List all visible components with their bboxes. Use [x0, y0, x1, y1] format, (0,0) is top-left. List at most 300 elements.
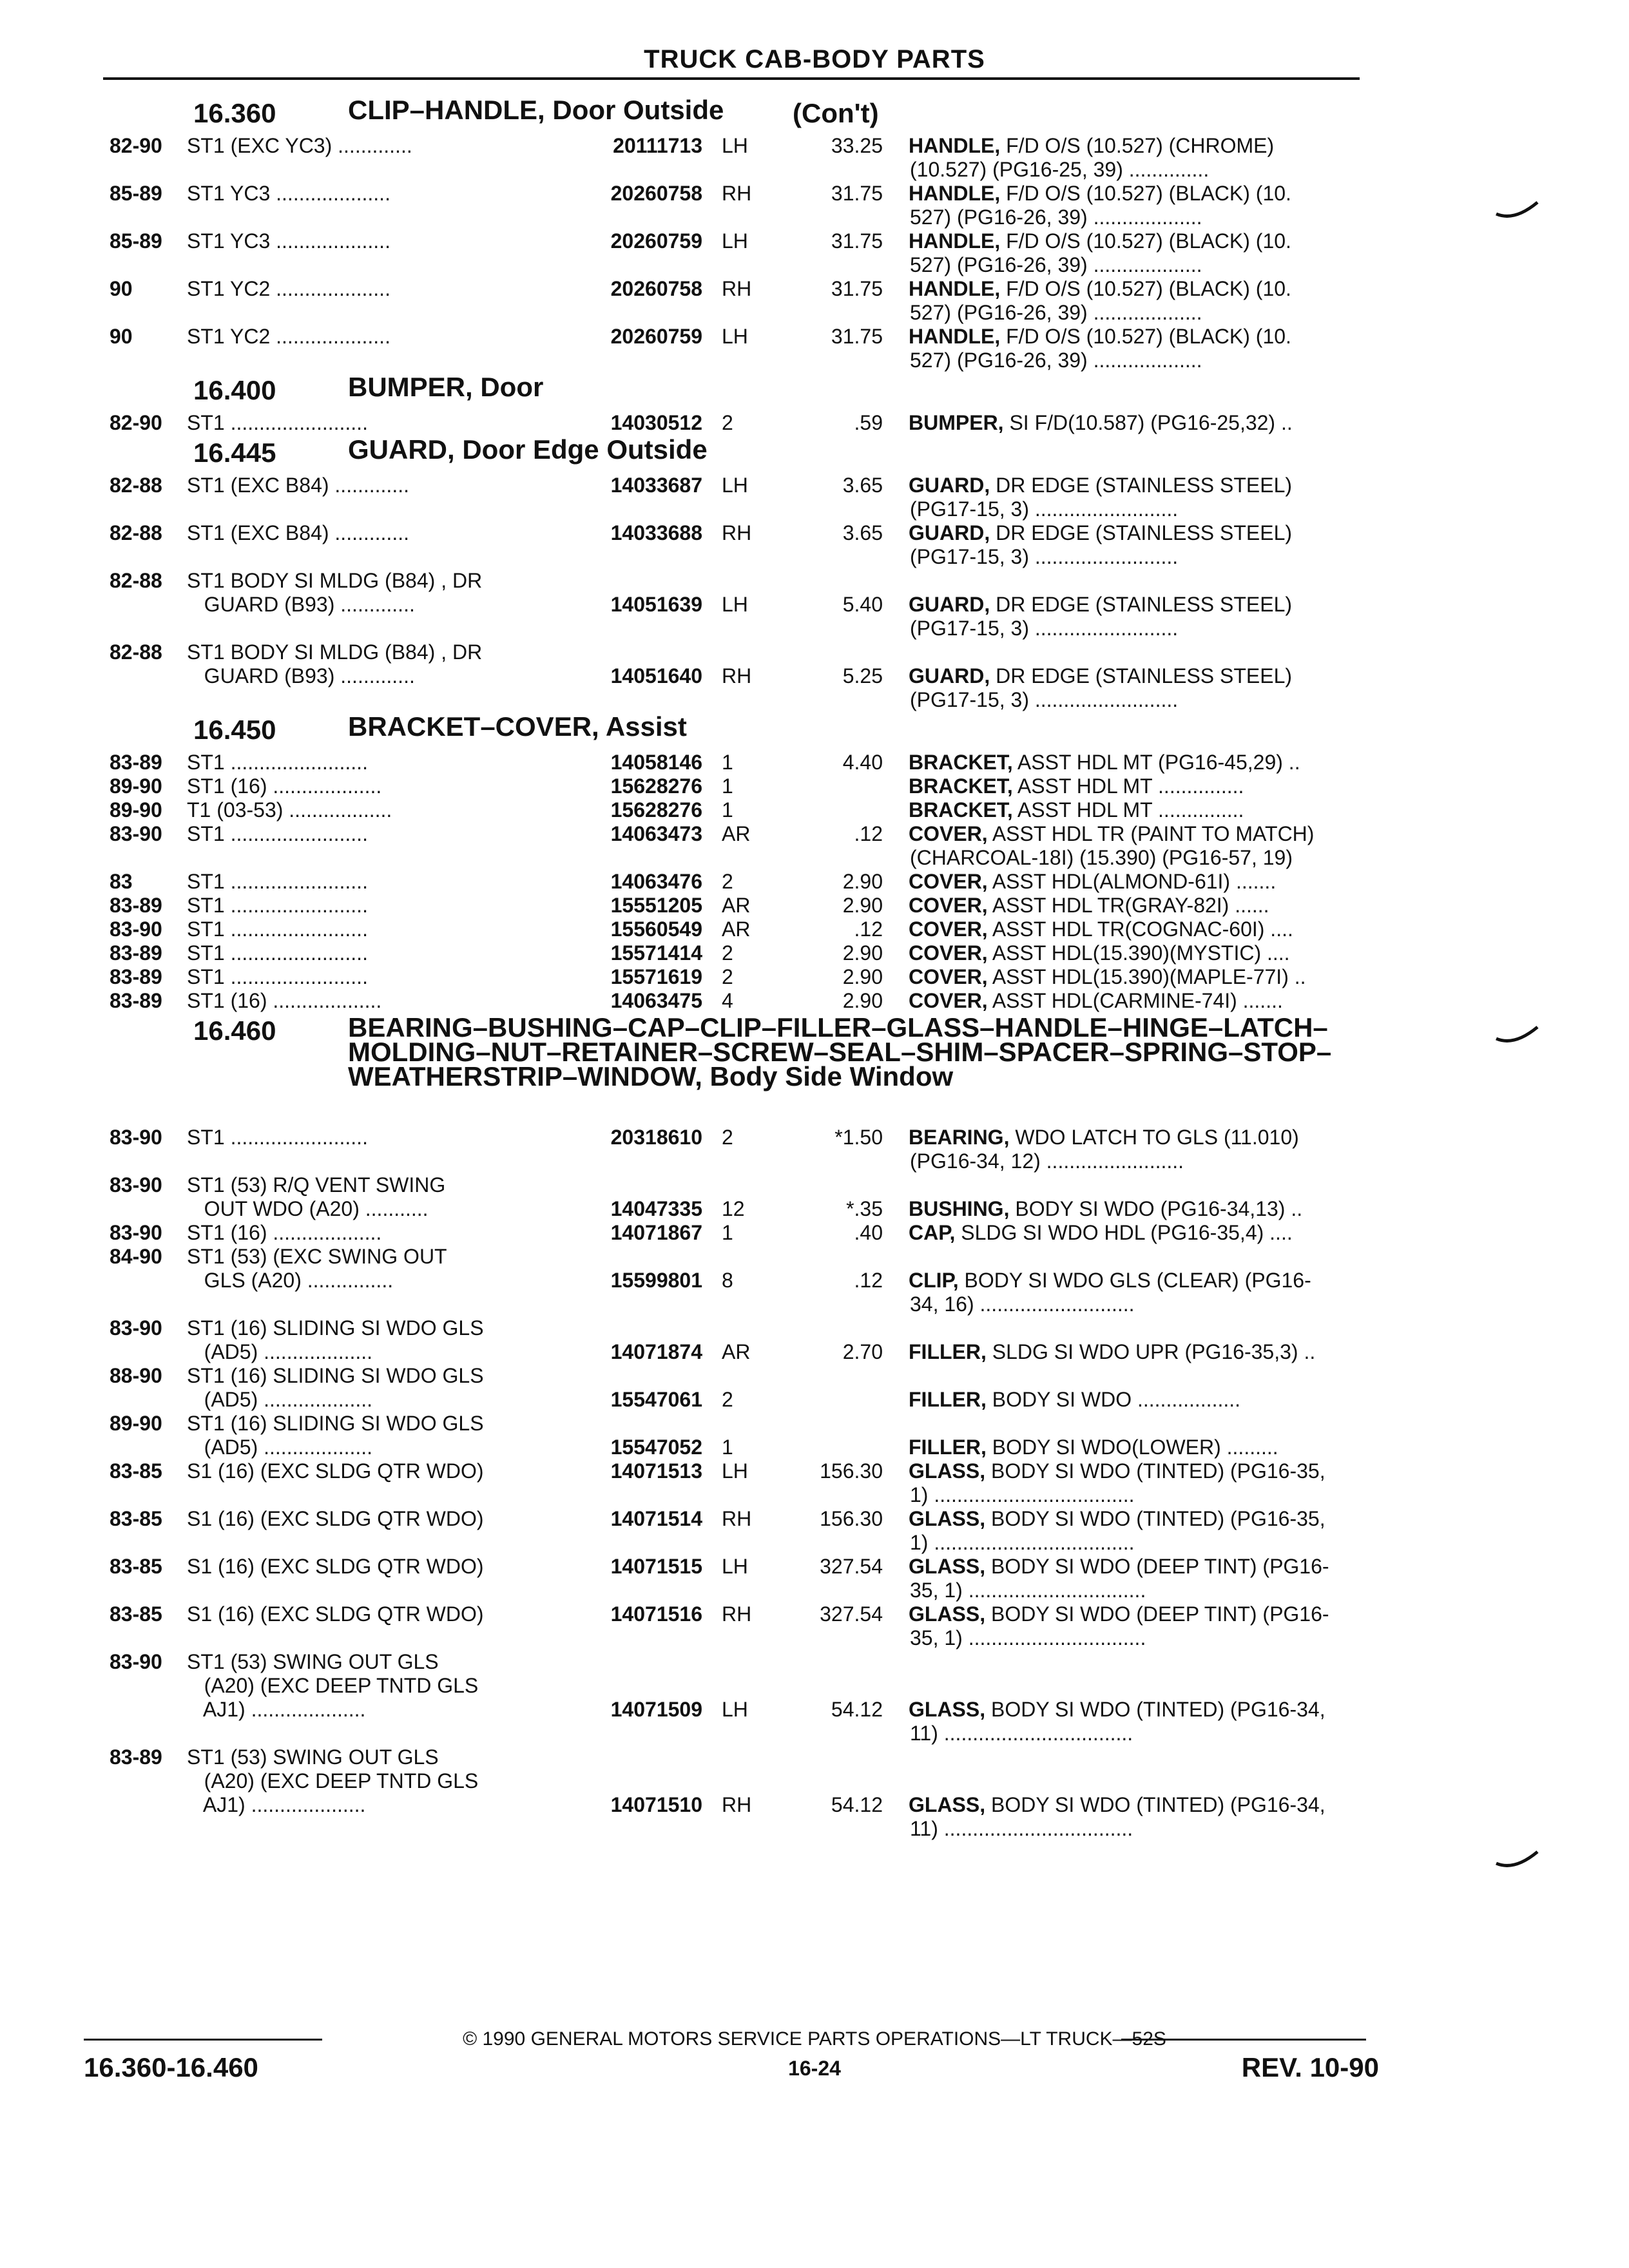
application-line: ST1 YC2 ....................: [187, 325, 390, 348]
description-keyword: BRACKET,: [909, 751, 1013, 774]
model-years: 83-90: [110, 1650, 162, 1673]
application-line: ST1 (16) ...................: [187, 1221, 382, 1244]
description-text: BODY SI WDO (DEEP TINT) (PG16-: [991, 1555, 1329, 1578]
application-line: ST1 (16) ...................: [187, 989, 382, 1012]
description-text: SI F/D(10.587) (PG16-25,32) ..: [1009, 411, 1293, 434]
table-row: [103, 1507, 1360, 1555]
description-line: (PG17-15, 3) .........................: [910, 688, 1179, 711]
model-years: 83-90: [110, 1221, 162, 1244]
table-row: [103, 774, 1360, 798]
description-keyword: GLASS,: [909, 1555, 986, 1578]
description-text: BODY SI WDO GLS (CLEAR) (PG16-: [964, 1269, 1311, 1292]
quantity: 1: [722, 798, 733, 822]
part-number: 14071510: [610, 1793, 702, 1816]
table-row: [103, 1221, 1360, 1245]
description-text: DR EDGE (STAINLESS STEEL): [996, 521, 1293, 544]
description-line: 527) (PG16-26, 39) ...................: [910, 253, 1202, 276]
model-years: 89-90: [110, 1412, 162, 1435]
table-row: [103, 798, 1360, 822]
header-rule: [103, 77, 1360, 80]
description-keyword: GUARD,: [909, 593, 990, 616]
section-number: 16.450: [193, 715, 276, 745]
quantity: 2: [722, 870, 733, 893]
model-years: 83-89: [110, 965, 162, 988]
price: 5.25: [842, 664, 883, 687]
description-text: ASST HDL TR(COGNAC-60I) ....: [992, 918, 1293, 941]
description-keyword: FILLER,: [909, 1340, 987, 1363]
description: [909, 1459, 1360, 1507]
description: [909, 1126, 1360, 1173]
part-number: 20318610: [610, 1126, 702, 1149]
model-years: 83-89: [110, 989, 162, 1012]
application-line: ST1 (16) SLIDING SI WDO GLS: [187, 1316, 484, 1340]
description: [909, 1197, 1360, 1221]
description-keyword: GLASS,: [909, 1459, 986, 1483]
description-line: [909, 751, 1360, 774]
description: [909, 941, 1360, 965]
application-line: T1 (03-53) ..................: [187, 798, 392, 822]
application-line: (AD5) ...................: [187, 1340, 373, 1363]
part-number: 15628276: [610, 798, 702, 822]
section-header: [103, 435, 1360, 474]
part-number: 14071513: [610, 1459, 702, 1483]
description-line: [909, 1126, 1360, 1149]
quantity: 4: [722, 989, 733, 1012]
price: 2.90: [842, 965, 883, 988]
price: 31.75: [831, 325, 883, 348]
price: 2.90: [842, 870, 883, 893]
application-line: ST1 (16) SLIDING SI WDO GLS: [187, 1412, 484, 1435]
quantity: 1: [722, 1436, 733, 1459]
description-keyword: GLASS,: [909, 1793, 986, 1816]
price: 54.12: [831, 1793, 883, 1816]
part-number: 14071509: [610, 1698, 702, 1721]
price: 2.90: [842, 941, 883, 965]
description-keyword: GLASS,: [909, 1602, 986, 1626]
description-keyword: HANDLE,: [909, 277, 1001, 300]
quantity: RH: [722, 664, 752, 687]
model-years: 83-90: [110, 822, 162, 845]
description-line: (PG17-15, 3) .........................: [910, 497, 1179, 521]
description-line: [909, 1507, 1360, 1531]
price: .12: [854, 1269, 883, 1292]
quantity: 1: [722, 1221, 733, 1244]
table-row: [103, 965, 1360, 989]
description-text: BODY SI WDO ..................: [992, 1388, 1241, 1411]
price: 327.54: [820, 1555, 883, 1578]
description: [909, 918, 1360, 941]
description-line: (CHARCOAL-18I) (15.390) (PG16-57, 19): [910, 846, 1293, 869]
description-text: ASST HDL(CARMINE-74I) .......: [992, 989, 1283, 1012]
part-number: 15551205: [610, 894, 702, 917]
quantity: AR: [722, 1340, 751, 1363]
quantity: AR: [722, 822, 751, 845]
description-line: [909, 965, 1360, 989]
description: [909, 1602, 1360, 1650]
application-line: GLS (A20) ...............: [187, 1269, 394, 1292]
description-text: ASST HDL MT ...............: [1017, 798, 1244, 822]
description: [909, 798, 1360, 822]
price: *.35: [846, 1197, 883, 1220]
model-years: 83-90: [110, 1173, 162, 1196]
description-text: ASST HDL(ALMOND-61I) .......: [992, 870, 1277, 893]
description-keyword: COVER,: [909, 941, 988, 965]
parts-list: [103, 95, 1360, 1841]
part-number: 14030512: [610, 411, 702, 434]
part-number: 14051639: [610, 593, 702, 616]
quantity: RH: [722, 182, 752, 205]
quantity: RH: [722, 1507, 752, 1530]
section-title: BUMPER, Door: [348, 372, 544, 402]
application-line: ST1 (16) ...................: [187, 774, 382, 798]
table-row: [103, 751, 1360, 774]
description: [909, 1793, 1360, 1841]
model-years: 83-85: [110, 1507, 162, 1530]
section-title: BEARING–BUSHING–CAP–CLIP–FILLER–GLASS–HANDLE–HINGE–LATCH–MOLDING–NUT–RETAINER–SCREW–SEAL–SHIM–SPACER–SPRING–STOP–WEATHERSTRIP–WINDOW, Body Side Window: [348, 1012, 1332, 1091]
application-line: AJ1) ....................: [187, 1698, 366, 1721]
model-years: 83-90: [110, 1126, 162, 1149]
description-keyword: BRACKET,: [909, 798, 1013, 822]
model-years: 83: [110, 870, 133, 893]
description-text: BODY SI WDO (DEEP TINT) (PG16-: [991, 1602, 1329, 1626]
price: 327.54: [820, 1602, 883, 1626]
description-line: [909, 1555, 1360, 1579]
application-line: ST1 (EXC B84) .............: [187, 521, 409, 544]
table-row: [103, 1745, 1360, 1841]
description-line: [909, 664, 1360, 688]
description-line: 1) ...................................: [910, 1483, 1135, 1506]
description: [909, 411, 1360, 435]
table-row: [103, 1555, 1360, 1602]
table-row: [103, 989, 1360, 1013]
application-line: (A20) (EXC DEEP TNTD GLS: [187, 1674, 479, 1697]
check-mark-icon: [1495, 1024, 1540, 1050]
quantity: AR: [722, 894, 751, 917]
description: [909, 1340, 1360, 1364]
description-keyword: BUSHING,: [909, 1197, 1010, 1220]
description-line: [909, 1388, 1360, 1412]
description-line: (PG17-15, 3) .........................: [910, 545, 1179, 568]
description-text: ASST HDL MT ...............: [1017, 774, 1244, 798]
description-line: [909, 989, 1360, 1013]
price: 156.30: [820, 1459, 883, 1483]
part-number: 20260758: [610, 182, 702, 205]
part-number: 20260759: [610, 229, 702, 253]
application-line: ST1 ........................: [187, 751, 368, 774]
description-keyword: CLIP,: [909, 1269, 959, 1292]
description-line: [909, 894, 1360, 918]
price: 3.65: [842, 474, 883, 497]
part-number: 15571619: [610, 965, 702, 988]
application-line: S1 (16) (EXC SLDG QTR WDO): [187, 1507, 484, 1530]
description-line: [909, 870, 1360, 894]
price: 31.75: [831, 277, 883, 300]
description-line: [909, 325, 1360, 349]
model-years: 89-90: [110, 798, 162, 822]
description-line: [909, 229, 1360, 253]
description: [909, 870, 1360, 894]
description-line: [909, 277, 1360, 301]
description-text: BODY SI WDO(LOWER) .........: [992, 1436, 1278, 1459]
part-number: 14071874: [610, 1340, 702, 1363]
description-line: (PG16-34, 12) ........................: [910, 1149, 1184, 1173]
part-number: 14033687: [610, 474, 702, 497]
description-line: [909, 1340, 1360, 1364]
part-number: 15599801: [610, 1269, 702, 1292]
model-years: 83-89: [110, 941, 162, 965]
table-row: [103, 411, 1360, 435]
price: .59: [854, 411, 883, 434]
application-line: ST1 (53) R/Q VENT SWING: [187, 1173, 446, 1196]
quantity: 1: [722, 751, 733, 774]
description: [909, 1507, 1360, 1555]
description-text: BODY SI WDO (TINTED) (PG16-35,: [991, 1459, 1325, 1483]
price: 2.90: [842, 989, 883, 1012]
application-line: ST1 (EXC YC3) .............: [187, 134, 412, 157]
application-line: ST1 ........................: [187, 965, 368, 988]
application-line: S1 (16) (EXC SLDG QTR WDO): [187, 1459, 484, 1483]
description: [909, 1698, 1360, 1745]
part-number: 14051640: [610, 664, 702, 687]
description-line: [909, 1269, 1360, 1293]
model-years: 82-90: [110, 411, 162, 434]
description-line: 35, 1) ...............................: [910, 1579, 1146, 1602]
table-row: [103, 918, 1360, 941]
model-years: 83-85: [110, 1459, 162, 1483]
model-years: 82-88: [110, 640, 162, 664]
part-number: 15560549: [610, 918, 702, 941]
table-row: [103, 1650, 1360, 1745]
description-keyword: HANDLE,: [909, 325, 1001, 348]
description: [909, 1555, 1360, 1602]
table-row: [103, 640, 1360, 712]
description: [909, 474, 1360, 521]
application-line: ST1 YC3 ....................: [187, 229, 390, 253]
section-header: [103, 372, 1360, 411]
description-text: F/D O/S (10.527) (BLACK) (10.: [1006, 325, 1291, 348]
description-text: DR EDGE (STAINLESS STEEL): [996, 593, 1293, 616]
quantity: 1: [722, 774, 733, 798]
description-line: [909, 1793, 1360, 1817]
quantity: RH: [722, 277, 752, 300]
application-line: ST1 BODY SI MLDG (B84) , DR: [187, 569, 483, 592]
check-mark-icon: [1495, 1849, 1540, 1875]
model-years: 90: [110, 325, 133, 348]
application-line: ST1 ........................: [187, 941, 368, 965]
application-line: GUARD (B93) .............: [187, 664, 415, 687]
model-years: 83-90: [110, 1316, 162, 1340]
description-line: [909, 1221, 1360, 1245]
model-years: 83-89: [110, 894, 162, 917]
section-number: 16.400: [193, 375, 276, 405]
description-line: [909, 474, 1360, 497]
description-text: DR EDGE (STAINLESS STEEL): [996, 474, 1293, 497]
application-line: ST1 ........................: [187, 822, 368, 845]
description-text: F/D O/S (10.527) (BLACK) (10.: [1006, 182, 1291, 205]
price: 54.12: [831, 1698, 883, 1721]
description: [909, 277, 1360, 325]
table-row: [103, 569, 1360, 640]
table-row: [103, 229, 1360, 277]
description-text: SLDG SI WDO UPR (PG16-35,3) ..: [992, 1340, 1316, 1363]
description-line: [909, 134, 1360, 158]
description-line: [909, 941, 1360, 965]
price: 5.40: [842, 593, 883, 616]
quantity: 2: [722, 411, 733, 434]
model-years: 90: [110, 277, 133, 300]
description: [909, 521, 1360, 569]
description-text: F/D O/S (10.527) (BLACK) (10.: [1006, 277, 1291, 300]
application-line: S1 (16) (EXC SLDG QTR WDO): [187, 1555, 484, 1578]
description-line: [909, 1602, 1360, 1626]
section-header: [103, 712, 1360, 751]
table-row: [103, 134, 1360, 182]
model-years: 83-89: [110, 1745, 162, 1769]
part-number: 14058146: [610, 751, 702, 774]
description-keyword: FILLER,: [909, 1436, 987, 1459]
description-line: [909, 593, 1360, 617]
description-line: 11) .................................: [910, 1817, 1133, 1840]
description-keyword: COVER,: [909, 870, 988, 893]
description: [909, 182, 1360, 229]
description-keyword: COVER,: [909, 822, 988, 845]
description: [909, 134, 1360, 182]
part-number: 15547052: [610, 1436, 702, 1459]
price: 4.40: [842, 751, 883, 774]
description-text: BODY SI WDO (TINTED) (PG16-34,: [991, 1793, 1325, 1816]
description-text: DR EDGE (STAINLESS STEEL): [996, 664, 1293, 687]
part-number: 15547061: [610, 1388, 702, 1411]
section-title: GUARD, Door Edge Outside: [348, 434, 708, 465]
description-keyword: BRACKET,: [909, 774, 1013, 798]
model-years: 82-88: [110, 569, 162, 592]
description-line: 34, 16) ...........................: [910, 1293, 1135, 1316]
description-keyword: COVER,: [909, 965, 988, 988]
description-line: 527) (PG16-26, 39) ...................: [910, 301, 1202, 324]
description: [909, 751, 1360, 774]
description-line: 35, 1) ...............................: [910, 1626, 1146, 1649]
description-keyword: GUARD,: [909, 521, 990, 544]
description-keyword: COVER,: [909, 894, 988, 917]
application-line: ST1 ........................: [187, 894, 368, 917]
description-keyword: HANDLE,: [909, 229, 1001, 253]
description-text: SLDG SI WDO HDL (PG16-35,4) ....: [961, 1221, 1293, 1244]
application-line: (AD5) ...................: [187, 1436, 373, 1459]
quantity: 8: [722, 1269, 733, 1292]
description-text: BODY SI WDO (TINTED) (PG16-35,: [991, 1507, 1325, 1530]
part-number: 20260758: [610, 277, 702, 300]
price: .12: [854, 822, 883, 845]
price: 33.25: [831, 134, 883, 157]
quantity: RH: [722, 1602, 752, 1626]
description-line: [909, 1698, 1360, 1722]
model-years: 89-90: [110, 774, 162, 798]
application-line: GUARD (B93) .............: [187, 593, 415, 616]
description-keyword: COVER,: [909, 989, 988, 1012]
description: [909, 1436, 1360, 1459]
quantity: AR: [722, 918, 751, 941]
quantity: 2: [722, 1388, 733, 1411]
model-years: 82-90: [110, 134, 162, 157]
footer-section-range: 16.360-16.460: [84, 2052, 258, 2082]
table-row: [103, 1459, 1360, 1507]
description-text: F/D O/S (10.527) (BLACK) (10.: [1006, 229, 1291, 253]
description-line: [909, 774, 1360, 798]
description-text: F/D O/S (10.527) (CHROME): [1006, 134, 1275, 157]
application-line: ST1 (53) SWING OUT GLS: [187, 1745, 439, 1769]
description-keyword: BUMPER,: [909, 411, 1004, 434]
description: [909, 325, 1360, 372]
description-line: [909, 1459, 1360, 1483]
application-line: ST1 ........................: [187, 1126, 368, 1149]
price: *1.50: [834, 1126, 883, 1149]
price: 156.30: [820, 1507, 883, 1530]
application-line: ST1 (53) (EXC SWING OUT: [187, 1245, 447, 1268]
description-keyword: HANDLE,: [909, 182, 1001, 205]
description-line: 527) (PG16-26, 39) ...................: [910, 349, 1202, 372]
application-line: ST1 (16) SLIDING SI WDO GLS: [187, 1364, 484, 1387]
table-row: [103, 277, 1360, 325]
quantity: LH: [722, 134, 748, 157]
section-number: 16.445: [193, 437, 276, 468]
price: 3.65: [842, 521, 883, 544]
description-line: [909, 918, 1360, 941]
model-years: 82-88: [110, 521, 162, 544]
application-line: ST1 ........................: [187, 411, 368, 434]
part-number: 14047335: [610, 1197, 702, 1220]
table-row: [103, 1126, 1360, 1173]
quantity: LH: [722, 229, 748, 253]
model-years: 83-89: [110, 751, 162, 774]
model-years: 84-90: [110, 1245, 162, 1268]
description: [909, 822, 1360, 870]
description-keyword: GLASS,: [909, 1698, 986, 1721]
table-row: [103, 325, 1360, 372]
page-title: TRUCK CAB-BODY PARTS: [644, 45, 985, 73]
part-number: 14063476: [610, 870, 702, 893]
application-line: ST1 BODY SI MLDG (B84) , DR: [187, 640, 483, 664]
description-line: 1) ...................................: [910, 1531, 1135, 1554]
part-number: 14033688: [610, 521, 702, 544]
description-line: [909, 1197, 1360, 1221]
description-text: BODY SI WDO (PG16-34,13) ..: [1015, 1197, 1303, 1220]
model-years: 83-90: [110, 918, 162, 941]
description-keyword: CAP,: [909, 1221, 956, 1244]
footer-copyright: © 1990 GENERAL MOTORS SERVICE PARTS OPERATIONS—LT TRUCK—52S: [463, 2028, 1166, 2050]
application-line: AJ1) ....................: [187, 1793, 366, 1816]
price: 2.70: [842, 1340, 883, 1363]
description-text: ASST HDL(15.390)(MYSTIC) ....: [992, 941, 1290, 965]
description-line: (10.527) (PG16-25, 39) ..............: [910, 158, 1210, 181]
table-row: [103, 941, 1360, 965]
description-keyword: COVER,: [909, 918, 988, 941]
description-text: ASST HDL(15.390)(MAPLE-77I) ..: [992, 965, 1306, 988]
part-number: 20111713: [613, 134, 702, 157]
table-row: [103, 1602, 1360, 1650]
application-line: ST1 ........................: [187, 870, 368, 893]
application-line: ST1 ........................: [187, 918, 368, 941]
table-row: [103, 521, 1360, 569]
description: [909, 1221, 1360, 1245]
application-line: ST1 YC2 ....................: [187, 277, 390, 300]
description: [909, 774, 1360, 798]
application-line: ST1 YC3 ....................: [187, 182, 390, 205]
table-row: [103, 1245, 1360, 1316]
model-years: 83-85: [110, 1555, 162, 1578]
description-keyword: FILLER,: [909, 1388, 987, 1411]
quantity: LH: [722, 474, 748, 497]
description-line: [909, 798, 1360, 822]
